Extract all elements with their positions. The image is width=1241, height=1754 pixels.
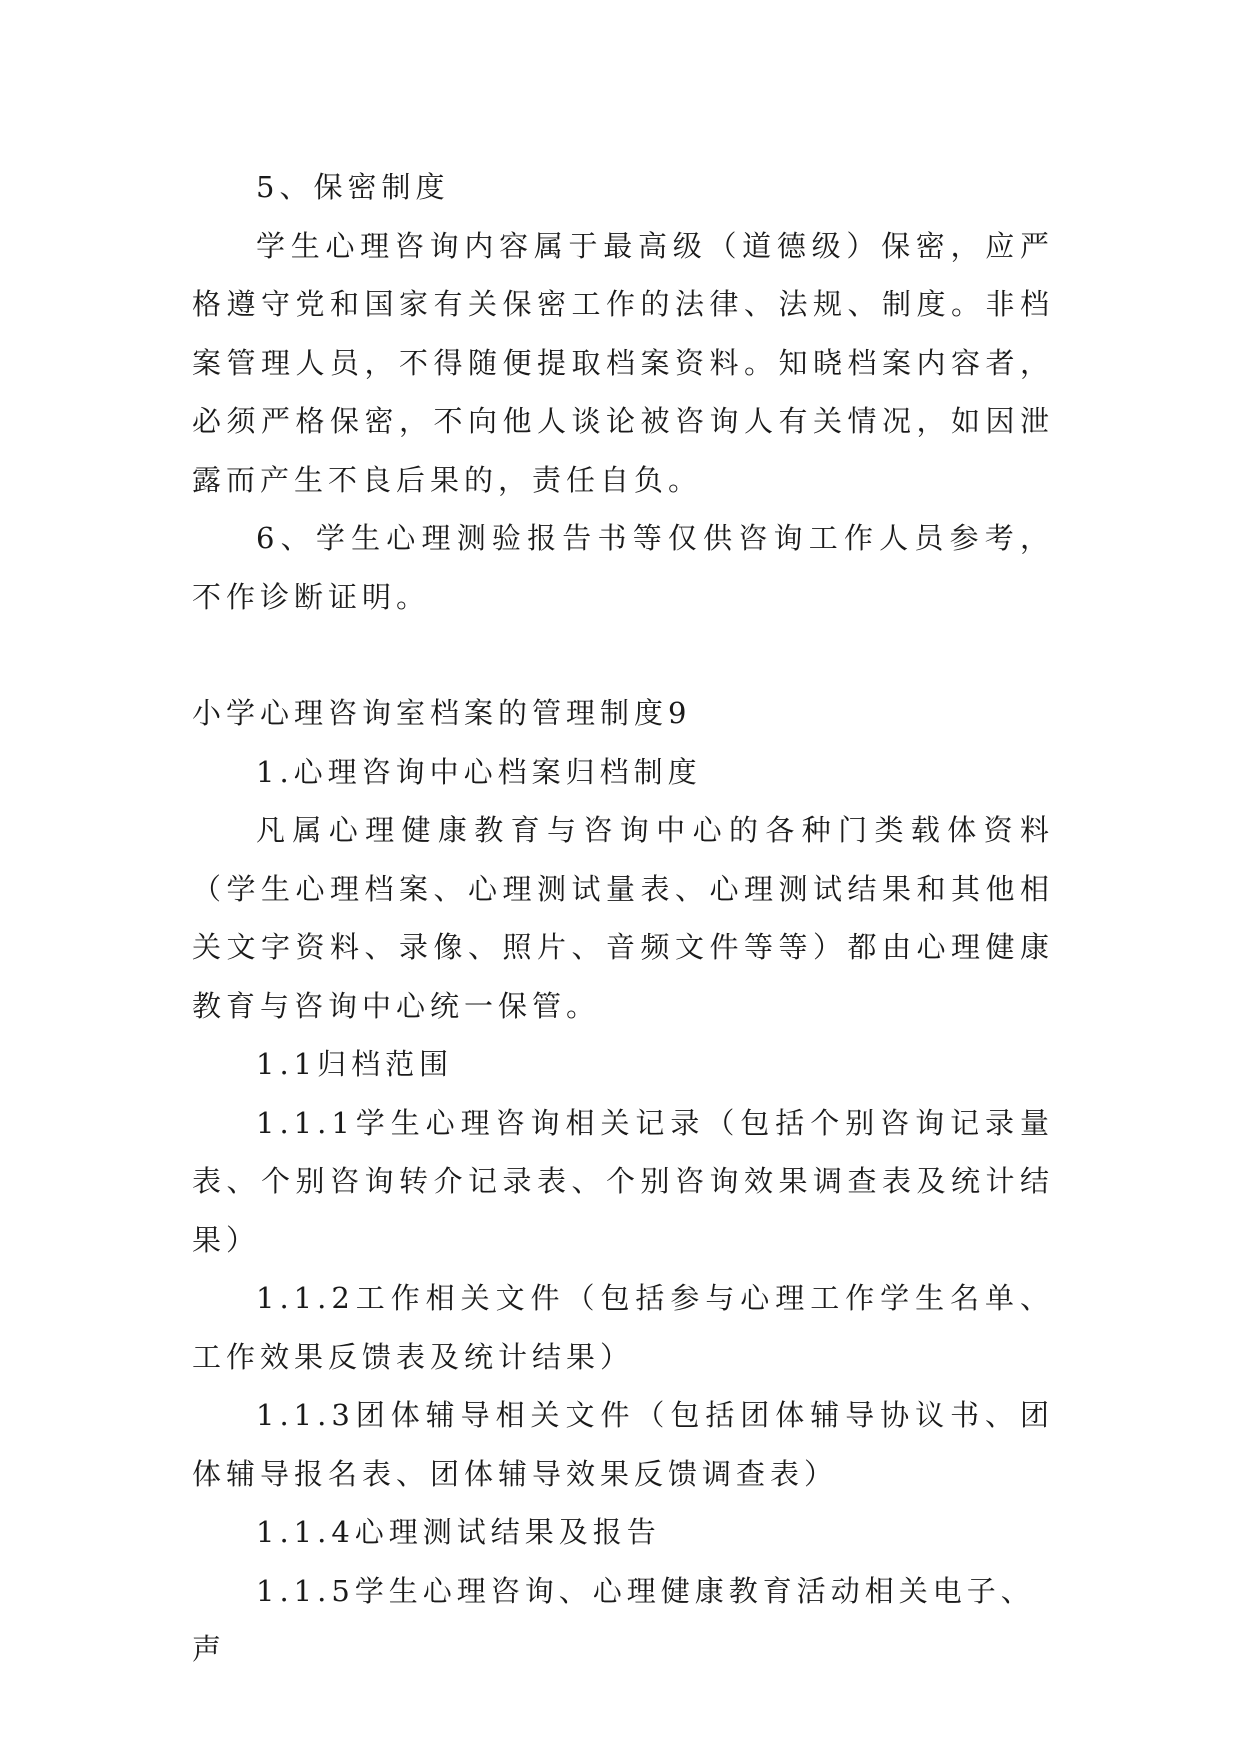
list-item: 1.1.3团体辅导相关文件（包括团体辅导协议书、团体辅导报名表、团体辅导效果反馈调查表） <box>192 1398 1054 1491</box>
document-body <box>192 158 1054 1679</box>
list-item: 1.1.5学生心理咨询、心理健康教育活动相关电子、声 <box>192 1573 1035 1666</box>
paragraph-archiving: 凡属心理健康教育与咨询中心的各种门类载体资料（学生心理档案、心理测试量表、心理测试结果和其他相关文字资料、录像、照片、音频文件等等）都由心理健康教育与咨询中心统一保管。 <box>192 813 1054 1023</box>
section-heading-archiving: 1.心理咨询中心档案归档制度 <box>256 754 702 789</box>
paragraph-test-report: 6、学生心理测验报告书等仅供咨询工作人员参考，不作诊断证明。 <box>192 521 1054 614</box>
list-item: 1.1.4心理测试结果及报告 <box>256 1515 661 1549</box>
paragraph-confidentiality: 学生心理咨询内容属于最高级（道德级）保密，应严格遵守党和国家有关保密工作的法律、法规、制度。非档案管理人员，不得随便提取档案资料。知晓档案内容者，必须严格保密，不向他人谈论被咨询人有关情况，如因泄露而产生不良后果的，责任自负。 <box>192 228 1054 497</box>
list-item: 1.1.2工作相关文件（包括参与心理工作学生名单、工作效果反馈表及统计结果） <box>192 1281 1054 1374</box>
subsection-heading-scope: 1.1归档范围 <box>256 1047 454 1081</box>
document-title: 小学心理咨询室档案的管理制度9 <box>192 696 692 730</box>
list-item: 1.1.1学生心理咨询相关记录（包括个别咨询记录量表、个别咨询转介记录表、个别咨询效果调查表及统计结果） <box>192 1105 1054 1257</box>
section-heading-confidentiality: 5、保密制度 <box>256 170 450 204</box>
